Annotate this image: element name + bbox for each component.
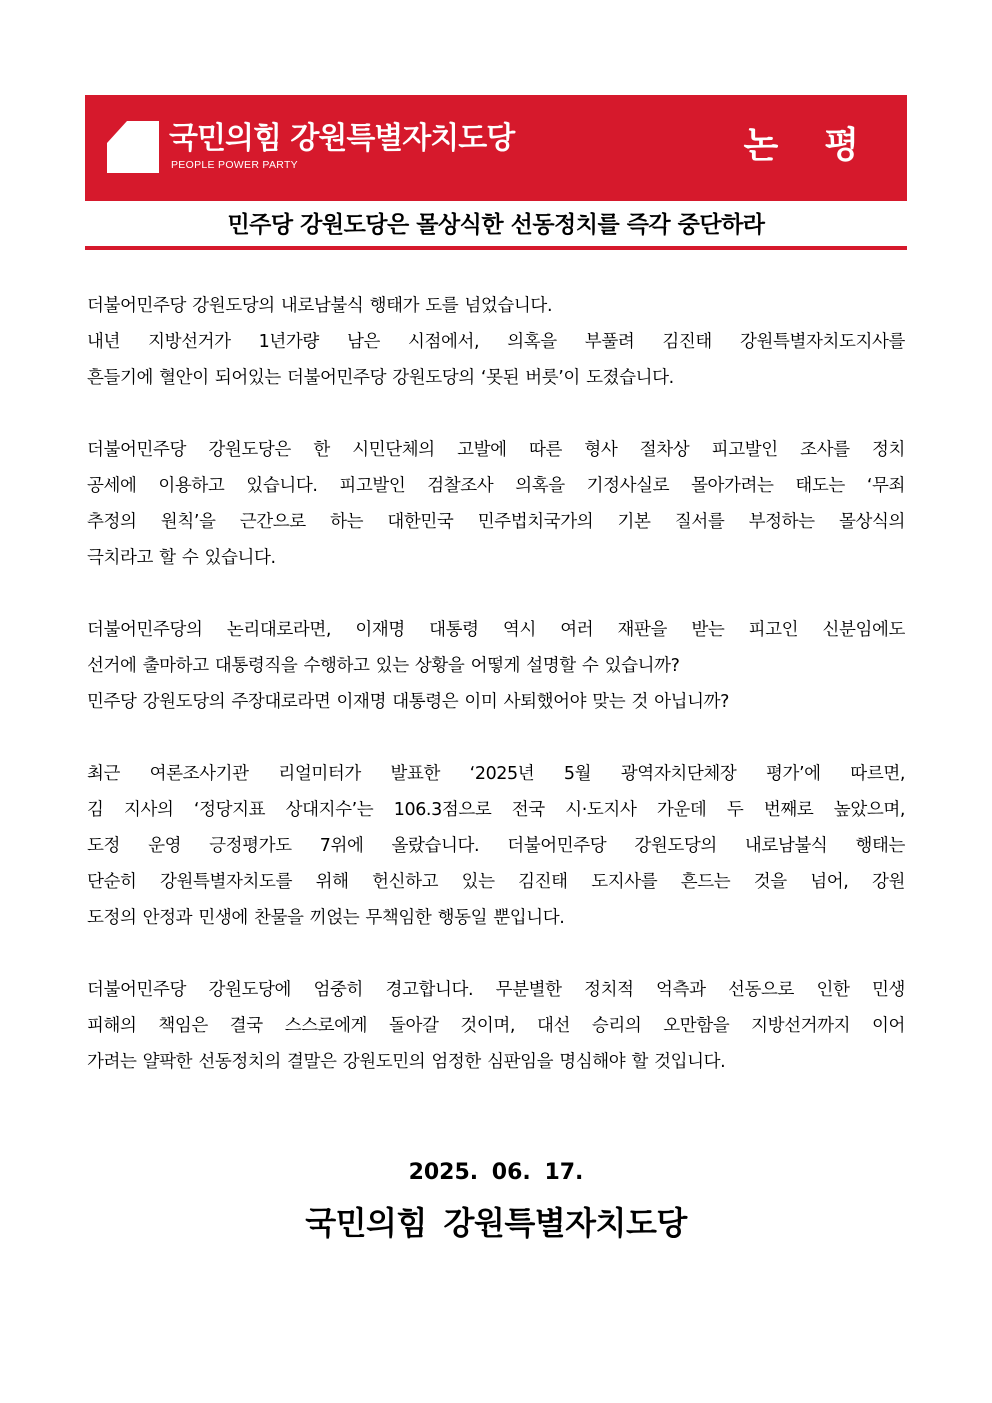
paragraph-line: 극치라고 할 수 있습니다. bbox=[87, 548, 276, 568]
brand-subtitle: PEOPLE POWER PARTY bbox=[171, 159, 298, 171]
paragraph bbox=[87, 756, 905, 936]
paragraph-line: 공세에 이용하고 있습니다. 피고발인 검찰조사 의혹을 기정사실로 몰아가려는 태도는 ‘무죄 bbox=[87, 476, 905, 496]
paragraph-line: 더불어민주당의 논리대로라면, 이재명 대통령 역시 여러 재판을 받는 피고인 신분임에도 bbox=[87, 620, 905, 640]
paragraph-line: 흔들기에 혈안이 되어있는 더불어민주당 강원도당의 ‘못된 버릇’이 도졌습니다. bbox=[87, 368, 674, 388]
people-power-party-logo-icon bbox=[107, 121, 159, 173]
paragraph bbox=[87, 612, 905, 720]
paragraph bbox=[87, 432, 905, 576]
paragraph-line: 도정 운영 긍정평가도 7위에 올랐습니다. 더불어민주당 강원도당의 내로남불식 행태는 bbox=[87, 836, 905, 856]
headline: 민주당 강원도당은 몰상식한 선동정치를 즉각 중단하라 bbox=[227, 212, 765, 238]
paragraph-line: 더불어민주당 강원도당의 내로남불식 행태가 도를 넘었습니다. bbox=[87, 296, 553, 316]
paragraph-line: 더불어민주당 강원도당은 한 시민단체의 고발에 따른 형사 절차상 피고발인 조사를 정치 bbox=[87, 440, 905, 460]
paragraph-line: 선거에 출마하고 대통령직을 수행하고 있는 상황을 어떻게 설명할 수 있습니까? bbox=[87, 656, 680, 676]
paragraph-line: 가려는 얄팍한 선동정치의 결말은 강원도민의 엄정한 심판임을 명심해야 할 것입니다. bbox=[87, 1052, 726, 1072]
paragraph-line: 피해의 책임은 결국 스스로에게 돌아갈 것이며, 대선 승리의 오만함을 지방선거까지 이어 bbox=[87, 1016, 905, 1036]
paragraph-line: 단순히 강원특별자치도를 위해 헌신하고 있는 김진태 도지사를 흔드는 것을 넘어, 강원 bbox=[87, 872, 905, 892]
paragraph-line: 내년 지방선거가 1년가량 남은 시점에서, 의혹을 부풀려 김진태 강원특별자치도지사를 bbox=[87, 332, 905, 352]
paragraph-line: 최근 여론조사기관 리얼미터가 발표한 ‘2025년 5월 광역자치단체장 평가’에 따르면, bbox=[87, 764, 905, 784]
paragraph bbox=[87, 288, 905, 396]
header-banner bbox=[85, 95, 907, 201]
paragraph-line: 추정의 원칙’을 근간으로 하는 대한민국 민주법치국가의 기본 질서를 부정하는 몰상식의 bbox=[87, 512, 905, 532]
statement-date: 2025. 06. 17. bbox=[408, 1160, 584, 1185]
paragraph-line: 도정의 안정과 민생에 찬물을 끼얹는 무책임한 행동일 뿐입니다. bbox=[87, 908, 565, 928]
paragraph-line: 민주당 강원도당의 주장대로라면 이재명 대통령은 이미 사퇴했어야 맞는 것 아닙니까? bbox=[87, 692, 730, 712]
paragraph bbox=[87, 972, 905, 1080]
issuer-name: 국민의힘 강원특별자치도당 bbox=[305, 1204, 687, 1242]
paragraph-line: 김 지사의 ‘정당지표 상대지수’는 106.3점으로 전국 시·도지사 가운데 두 번째로 높았으며, bbox=[87, 800, 905, 820]
headline-divider bbox=[85, 246, 907, 250]
document-type: 논평 bbox=[743, 125, 905, 166]
brand-name: 국민의힘 강원특별자치도당 bbox=[169, 121, 515, 156]
paragraph-line: 더불어민주당 강원도당에 엄중히 경고합니다. 무분별한 정치적 억측과 선동으로 인한 민생 bbox=[87, 980, 905, 1000]
statement-body bbox=[87, 288, 905, 1116]
